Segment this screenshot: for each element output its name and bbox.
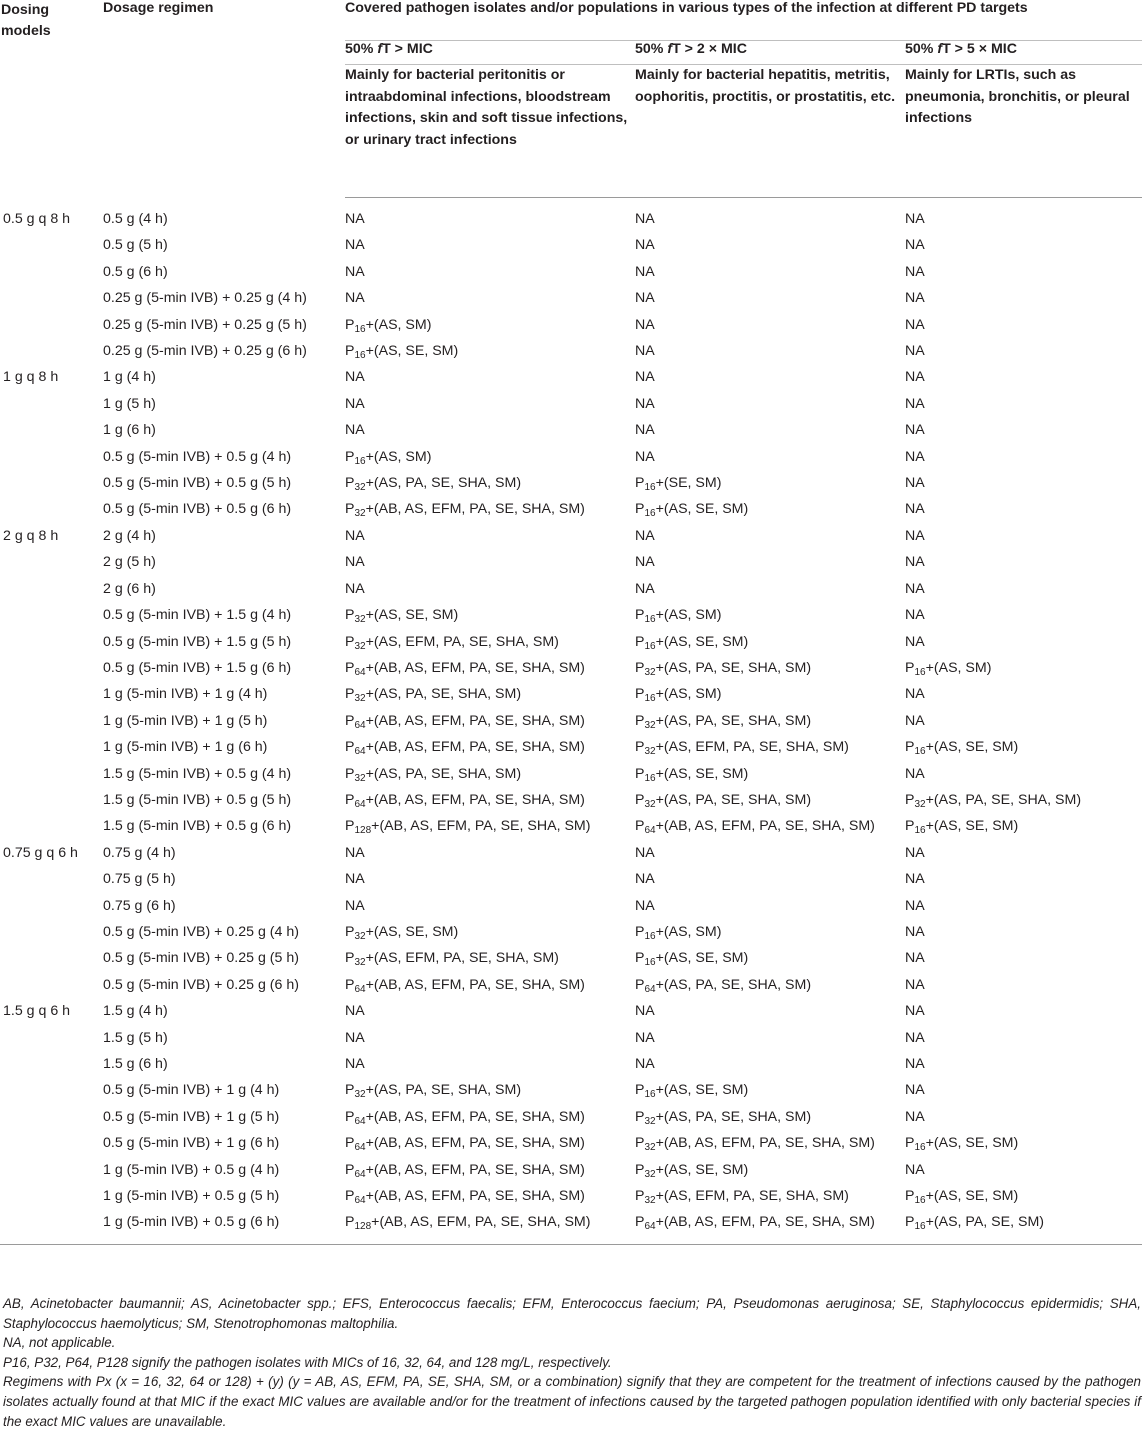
cell-target-2: NA — [635, 554, 655, 571]
cell-target-1: NA — [345, 395, 365, 412]
table-row — [0, 734, 1142, 760]
cell-target-2: NA — [635, 871, 655, 888]
cell-target-1: $P_{32}+(AS$, PA, SE, SHA, SM) — [345, 765, 522, 784]
cell-target-2: $P_{64}+(AB$, AS, EFM, PA, SE, SHA, SM) — [635, 1209, 905, 1244]
cell-target-3: NA — [905, 950, 925, 967]
table-row — [0, 1130, 1142, 1156]
cell-dosing-model — [0, 866, 100, 892]
cell-target-2: $P_{32}+(AS$, PA, SE, SHA, SM) — [635, 659, 812, 678]
footnote-regimens: Regimens with Px (x = 16, 32, 64 or 128) + (y) (y = AB, AS, EFM, PA, SE, SHA, SM, or a combination) signify that they are competent for the treatment of infections caused by the pathogen isolates actually found at that MIC if the exact MIC values are available and/or for the treatment of infections caused by the targeted pathogen population identified with only bacterial species if the exact MIC values are unavailable. — [3, 1374, 1141, 1429]
cell-target-3: NA — [905, 607, 925, 624]
cell-target-2: NA — [635, 290, 655, 307]
cell-dosage-regimen: 0.5 g (5-min IVB) + 0.5 g (5 h) — [103, 475, 292, 492]
cell-dosage-regimen: 0.5 g (5-min IVB) + 1 g (5 h) — [103, 1108, 280, 1125]
cell-target-3: NA — [905, 369, 925, 386]
cell-target-3: NA — [905, 237, 925, 254]
cell-target-2: $P_{16}+(AS$, SE, SM) — [635, 501, 749, 520]
footnote-abbreviations: AB, Acinetobacter baumannii; AS, Acinetobacter spp.; EFS, Enterococcus faecalis; EFM, Enterococcus faecium; PA, Pseudomonas aeruginosa; SE, Staphylococcus epidermidis; SHA, Staphylococcus haemolyticus; SM, Stenotrophomonas maltophilia. — [3, 1296, 1141, 1331]
table-row — [0, 945, 1142, 971]
table-row — [0, 312, 1142, 338]
cell-target-1: $P_{16}+(AS$, SM) — [345, 448, 432, 467]
footnote-na: NA, not applicable. — [3, 1335, 116, 1351]
cell-target-2: $P_{64}+(AS$, PA, SE, SHA, SM) — [635, 976, 812, 995]
cell-target-1: $P_{32}+(AS$, SE, SM) — [345, 607, 459, 626]
cell-target-3: NA — [905, 211, 925, 227]
table-row — [0, 866, 1142, 892]
table-row — [0, 1051, 1142, 1077]
cell-dosage-regimen: 0.5 g (5-min IVB) + 0.25 g (4 h) — [103, 923, 299, 940]
cell-target-1: $P_{16}+(AS$, SE, SM) — [345, 343, 459, 362]
cell-target-1: $P_{64}+(AB$, AS, EFM, PA, SE, SHA, SM) — [345, 976, 585, 995]
cell-target-2: $P_{32}+(AB$, AS, EFM, PA, SE, SHA, SM) — [635, 1135, 875, 1154]
cell-dosing-model: 1 g q 8 h — [3, 369, 59, 386]
header-dosing-models: Dosing models — [1, 2, 51, 39]
cell-target-3: NA — [905, 1161, 925, 1178]
cell-dosage-regimen: 1.5 g (5-min IVB) + 0.5 g (6 h) — [103, 818, 292, 835]
header-target-2-desc: Mainly for bacterial hepatitis, metritis, oophoritis, proctitis, or prostatitis, etc. — [635, 65, 905, 198]
cell-dosage-regimen: 1 g (5-min IVB) + 1 g (6 h) — [103, 739, 268, 756]
table-row — [0, 840, 1142, 866]
table-row — [0, 1025, 1142, 1051]
cell-dosage-regimen: 1 g (4 h) — [103, 369, 156, 386]
cell-dosage-regimen: 1 g (5-min IVB) + 0.5 g (5 h) — [103, 1188, 280, 1205]
cell-target-1: NA — [345, 1056, 365, 1072]
table-row — [0, 919, 1142, 945]
table-row — [0, 681, 1142, 707]
cell-target-1: NA — [345, 897, 365, 914]
cell-target-3: NA — [905, 686, 925, 703]
cell-target-3: NA — [905, 448, 925, 465]
cell-target-3: NA — [905, 501, 925, 518]
cell-dosage-regimen: 0.5 g (5-min IVB) + 0.5 g (4 h) — [103, 448, 292, 465]
cell-dosing-model — [0, 549, 100, 575]
cell-dosage-regimen: 2 g (4 h) — [103, 527, 156, 544]
table-row — [0, 496, 1142, 522]
table-row — [0, 998, 1142, 1024]
cell-target-2: $P_{32}+(AS$, PA, SE, SHA, SM) — [635, 712, 812, 731]
cell-target-3: NA — [905, 712, 925, 729]
table-row — [0, 232, 1142, 258]
cell-target-2: $P_{16}+(AS$, SE, SM) — [635, 950, 749, 969]
cell-dosing-model — [0, 1104, 100, 1130]
cell-target-3: NA — [905, 871, 925, 888]
cell-target-2: NA — [635, 1056, 655, 1072]
cell-dosage-regimen: 0.5 g (6 h) — [103, 263, 168, 280]
cell-target-2: NA — [635, 527, 655, 544]
cell-target-1: NA — [345, 871, 365, 888]
table-row — [0, 259, 1142, 285]
cell-target-3: $P_{16}+(AS$, SE, SM) — [905, 818, 1019, 837]
table-row — [0, 364, 1142, 390]
cell-target-3: NA — [905, 343, 925, 360]
cell-dosage-regimen: 0.25 g (5-min IVB) + 0.25 g (6 h) — [103, 343, 307, 360]
cell-target-2: NA — [635, 448, 655, 465]
table-row — [0, 549, 1142, 575]
cell-target-1: $P_{64}+(AB$, AS, EFM, PA, SE, SHA, SM) — [345, 1108, 585, 1127]
cell-target-1: $P_{128}+(AB$, AS, EFM, PA, SE, SHA, SM) — [345, 818, 591, 837]
cell-target-3: NA — [905, 633, 925, 650]
cell-dosage-regimen: 0.5 g (5-min IVB) + 1 g (6 h) — [103, 1135, 280, 1152]
cell-dosing-model — [0, 444, 100, 470]
cell-target-2: $P_{16}+(AS$, SE, SM) — [635, 633, 749, 652]
cell-dosage-regimen: 1 g (5-min IVB) + 1 g (5 h) — [103, 712, 268, 729]
cell-dosing-model — [0, 761, 100, 787]
cell-target-3: $P_{16}+(AS$, SM) — [905, 659, 992, 678]
cell-dosing-model — [0, 945, 100, 971]
cell-dosage-regimen: 1 g (5-min IVB) + 0.5 g (4 h) — [103, 1161, 280, 1178]
table-row — [0, 787, 1142, 813]
table-row — [0, 602, 1142, 628]
cell-dosage-regimen: 0.75 g (4 h) — [103, 844, 176, 861]
cell-target-2: NA — [635, 263, 655, 280]
cell-target-3: $P_{16}+(AS$, SE, SM) — [905, 739, 1019, 758]
cell-target-2: NA — [635, 1003, 655, 1020]
table-row — [0, 813, 1142, 839]
cell-dosage-regimen: 1 g (5-min IVB) + 1 g (4 h) — [103, 686, 268, 703]
cell-dosing-model: 2 g q 8 h — [3, 527, 59, 544]
cell-target-3: $P_{16}+(AS$, PA, SE, SM) — [905, 1209, 1142, 1244]
header-target-2: 50% fT > 2 × MIC — [635, 41, 905, 65]
cell-target-2: $P_{16}+(AS$, SM) — [635, 686, 722, 705]
cell-dosing-model: 1.5 g q 6 h — [3, 1003, 71, 1020]
cell-target-3: $P_{16}+(AS$, SE, SM) — [905, 1188, 1019, 1207]
cell-dosing-model — [0, 1183, 100, 1209]
cell-target-1: $P_{32}+(AS$, PA, SE, SHA, SM) — [345, 1082, 522, 1101]
cell-dosing-model — [0, 1209, 100, 1244]
cell-target-2: $P_{32}+(AS$, SE, SM) — [635, 1161, 749, 1180]
cell-target-2: $P_{32}+(AS$, EFM, PA, SE, SHA, SM) — [635, 1188, 849, 1207]
cell-target-2: $P_{32}+(AS$, PA, SE, SHA, SM) — [635, 791, 812, 810]
cell-target-1: $P_{32}+(AS$, SE, SM) — [345, 923, 459, 942]
table-row — [0, 972, 1142, 998]
table-body — [0, 198, 1142, 1245]
cell-dosing-model — [0, 576, 100, 602]
table-row — [0, 655, 1142, 681]
cell-dosing-model — [0, 1157, 100, 1183]
cell-target-3: NA — [905, 554, 925, 571]
cell-dosage-regimen: 0.5 g (5-min IVB) + 0.5 g (6 h) — [103, 501, 292, 518]
table-row — [0, 1157, 1142, 1183]
cell-target-3: $P_{16}+(AS$, SE, SM) — [905, 1135, 1019, 1154]
cell-dosage-regimen: 1.5 g (5-min IVB) + 0.5 g (5 h) — [103, 791, 292, 808]
table-row — [0, 444, 1142, 470]
cell-target-2: NA — [635, 1029, 655, 1046]
table-row — [0, 1209, 1142, 1244]
cell-dosing-model — [0, 496, 100, 522]
cell-dosing-model: 0.5 g q 8 h — [3, 210, 71, 227]
cell-dosage-regimen: 0.5 g (5-min IVB) + 1.5 g (6 h) — [103, 659, 292, 676]
cell-dosing-model — [0, 734, 100, 760]
cell-target-3: NA — [905, 976, 925, 993]
cell-dosage-regimen: 0.5 g (5-min IVB) + 1.5 g (5 h) — [103, 633, 292, 650]
table-row — [0, 198, 1142, 233]
table-row — [0, 417, 1142, 443]
cell-dosage-regimen: 0.75 g (5 h) — [103, 871, 176, 888]
cell-target-1: $P_{32}+(AS$, EFM, PA, SE, SHA, SM) — [345, 633, 559, 652]
table-row — [0, 523, 1142, 549]
cell-target-2: NA — [635, 369, 655, 386]
cell-dosing-model — [0, 417, 100, 443]
cell-target-3: NA — [905, 897, 925, 914]
cell-target-3: NA — [905, 1056, 925, 1072]
table-row — [0, 576, 1142, 602]
cell-target-2: NA — [635, 343, 655, 360]
cell-target-2: $P_{32}+(AS$, EFM, PA, SE, SHA, SM) — [635, 739, 849, 758]
cell-dosage-regimen: 0.5 g (5-min IVB) + 0.25 g (5 h) — [103, 950, 299, 967]
cell-target-3: NA — [905, 527, 925, 544]
cell-dosing-model — [0, 312, 100, 338]
cell-dosing-model — [0, 629, 100, 655]
cell-target-3: NA — [905, 422, 925, 439]
table-row — [0, 893, 1142, 919]
cell-target-3: NA — [905, 923, 925, 940]
cell-dosage-regimen: 0.5 g (4 h) — [103, 210, 168, 227]
cell-target-2: $P_{16}+(SE$, SM) — [635, 475, 722, 494]
cell-target-1: NA — [345, 211, 365, 227]
cell-target-1: NA — [345, 580, 365, 597]
table-row — [0, 391, 1142, 417]
cell-dosage-regimen: 1.5 g (6 h) — [103, 1056, 168, 1072]
cell-target-3: NA — [905, 395, 925, 412]
cell-target-1: $P_{64}+(AB$, AS, EFM, PA, SE, SHA, SM) — [345, 659, 585, 678]
cell-dosing-model — [0, 1077, 100, 1103]
cell-target-1: $P_{32}+(AS$, PA, SE, SHA, SM) — [345, 686, 522, 705]
cell-dosage-regimen: 1 g (5-min IVB) + 0.5 g (6 h) — [100, 1209, 345, 1244]
table-row — [0, 338, 1142, 364]
cell-target-2: NA — [635, 580, 655, 597]
cell-dosage-regimen: 2 g (5 h) — [103, 554, 156, 571]
cell-target-2: $P_{16}+(AS$, SE, SM) — [635, 1082, 749, 1101]
table-row — [0, 1104, 1142, 1130]
cell-dosing-model — [0, 1025, 100, 1051]
cell-dosing-model — [0, 919, 100, 945]
cell-target-3: NA — [905, 1082, 925, 1099]
cell-dosage-regimen: 2 g (6 h) — [103, 580, 156, 597]
cell-target-2: NA — [635, 237, 655, 254]
cell-target-3: NA — [905, 316, 925, 333]
cell-target-1: NA — [345, 527, 365, 544]
cell-dosing-model — [0, 285, 100, 311]
cell-dosage-regimen: 1.5 g (5 h) — [103, 1029, 168, 1046]
cell-target-2: NA — [635, 211, 655, 227]
cell-dosage-regimen: 1 g (5 h) — [103, 395, 156, 412]
cell-dosage-regimen: 0.25 g (5-min IVB) + 0.25 g (4 h) — [103, 290, 307, 307]
cell-target-3: NA — [905, 1003, 925, 1020]
cell-target-1: $P_{64}+(AB$, AS, EFM, PA, SE, SHA, SM) — [345, 1188, 585, 1207]
table-row — [0, 285, 1142, 311]
cell-target-1: NA — [345, 237, 365, 254]
cell-dosing-model — [0, 708, 100, 734]
cell-target-1: NA — [345, 844, 365, 861]
cell-target-3: NA — [905, 580, 925, 597]
cell-target-2: $P_{32}+(AS$, PA, SE, SHA, SM) — [635, 1108, 812, 1127]
cell-dosage-regimen: 0.5 g (5-min IVB) + 1 g (4 h) — [103, 1082, 280, 1099]
cell-target-3: NA — [905, 1108, 925, 1125]
cell-target-3: NA — [905, 290, 925, 307]
cell-dosing-model — [0, 655, 100, 681]
cell-target-2: $P_{16}+(AS$, SE, SM) — [635, 765, 749, 784]
cell-target-1: $P_{32}+(AB$, AS, EFM, PA, SE, SHA, SM) — [345, 501, 585, 520]
table-row — [0, 470, 1142, 496]
cell-dosing-model — [0, 1051, 100, 1077]
cell-target-2: $P_{16}+(AS$, SM) — [635, 923, 722, 942]
cell-dosing-model — [0, 813, 100, 839]
cell-dosing-model — [0, 681, 100, 707]
cell-target-2: NA — [635, 316, 655, 333]
cell-target-3: NA — [905, 263, 925, 280]
header-covered-pathogens: Covered pathogen isolates and/or populations in various types of the infection at different PD targets — [345, 0, 1142, 41]
cell-target-2: NA — [635, 395, 655, 412]
cell-target-1: $P_{16}+(AS$, SM) — [345, 316, 432, 335]
cell-target-1: NA — [345, 290, 365, 307]
cell-dosing-model — [0, 893, 100, 919]
cell-target-3: NA — [905, 844, 925, 861]
table-row — [0, 629, 1142, 655]
cell-dosage-regimen: 0.75 g (6 h) — [103, 897, 176, 914]
cell-target-1: $P_{64}+(AB$, AS, EFM, PA, SE, SHA, SM) — [345, 1135, 585, 1154]
cell-dosage-regimen: 1.5 g (5-min IVB) + 0.5 g (4 h) — [103, 765, 292, 782]
table-row — [0, 1077, 1142, 1103]
cell-dosage-regimen: 1 g (6 h) — [103, 422, 156, 439]
footnotes — [3, 1294, 1141, 1431]
cell-target-1: $P_{64}+(AB$, AS, EFM, PA, SE, SHA, SM) — [345, 1161, 585, 1180]
cell-dosing-model — [0, 1130, 100, 1156]
cell-target-1: NA — [345, 263, 365, 280]
cell-dosage-regimen: 0.5 g (5-min IVB) + 0.25 g (6 h) — [103, 976, 299, 993]
cell-target-2: NA — [635, 844, 655, 861]
cell-dosage-regimen: 0.5 g (5-min IVB) + 1.5 g (4 h) — [103, 607, 292, 624]
cell-dosing-model — [0, 787, 100, 813]
header-target-1-desc: Mainly for bacterial peritonitis or intraabdominal infections, bloodstream infections, skin and soft tissue infections, or urinary tract infections — [345, 65, 635, 198]
cell-target-1: NA — [345, 554, 365, 571]
footnote-mic: P16, P32, P64, P128 signify the pathogen isolates with MICs of 16, 32, 64, and 128 mg/L, respectively. — [3, 1354, 612, 1370]
cell-dosing-model: 0.75 g q 6 h — [3, 844, 78, 861]
cell-target-2: NA — [635, 897, 655, 914]
cell-dosing-model — [0, 338, 100, 364]
cell-dosing-model — [0, 972, 100, 998]
table-row — [0, 708, 1142, 734]
cell-target-3: NA — [905, 765, 925, 782]
cell-dosing-model — [0, 232, 100, 258]
cell-target-1: $P_{64}+(AB$, AS, EFM, PA, SE, SHA, SM) — [345, 791, 585, 810]
cell-dosing-model — [0, 470, 100, 496]
header-target-3: 50% fT > 5 × MIC — [905, 41, 1142, 65]
cell-target-1: $P_{64}+(AB$, AS, EFM, PA, SE, SHA, SM) — [345, 739, 585, 758]
header-dosage-regimen: Dosage regimen — [103, 0, 214, 16]
header-target-1: 50% fT > MIC — [345, 41, 635, 65]
cell-target-1: NA — [345, 1029, 365, 1046]
cell-target-1: $P_{32}+(AS$, EFM, PA, SE, SHA, SM) — [345, 950, 559, 969]
cell-target-2: $P_{16}+(AS$, SM) — [635, 607, 722, 626]
cell-target-1: $P_{64}+(AB$, AS, EFM, PA, SE, SHA, SM) — [345, 712, 585, 731]
cell-target-1: NA — [345, 422, 365, 439]
cell-target-1: $P_{128}+(AB$, AS, EFM, PA, SE, SHA, SM) — [345, 1209, 635, 1244]
table-row — [0, 761, 1142, 787]
cell-target-1: NA — [345, 369, 365, 386]
cell-dosing-model — [0, 391, 100, 417]
cell-dosage-regimen: 0.5 g (5 h) — [103, 237, 168, 254]
table-row — [0, 1183, 1142, 1209]
cell-dosage-regimen: 0.25 g (5-min IVB) + 0.25 g (5 h) — [103, 316, 307, 333]
cell-target-1: $P_{32}+(AS$, PA, SE, SHA, SM) — [345, 475, 522, 494]
cell-target-2: $P_{64}+(AB$, AS, EFM, PA, SE, SHA, SM) — [635, 818, 875, 837]
cell-target-1: NA — [345, 1003, 365, 1020]
cell-dosage-regimen: 1.5 g (4 h) — [103, 1003, 168, 1020]
cell-target-2: NA — [635, 422, 655, 439]
cell-target-3: NA — [905, 1029, 925, 1046]
cell-target-3: NA — [905, 475, 925, 492]
cell-target-3: $P_{32}+(AS$, PA, SE, SHA, SM) — [905, 791, 1082, 810]
header-target-3-desc: Mainly for LRTIs, such as pneumonia, bronchitis, or pleural infections — [905, 65, 1142, 198]
cell-dosing-model — [0, 259, 100, 285]
cell-dosing-model — [0, 602, 100, 628]
